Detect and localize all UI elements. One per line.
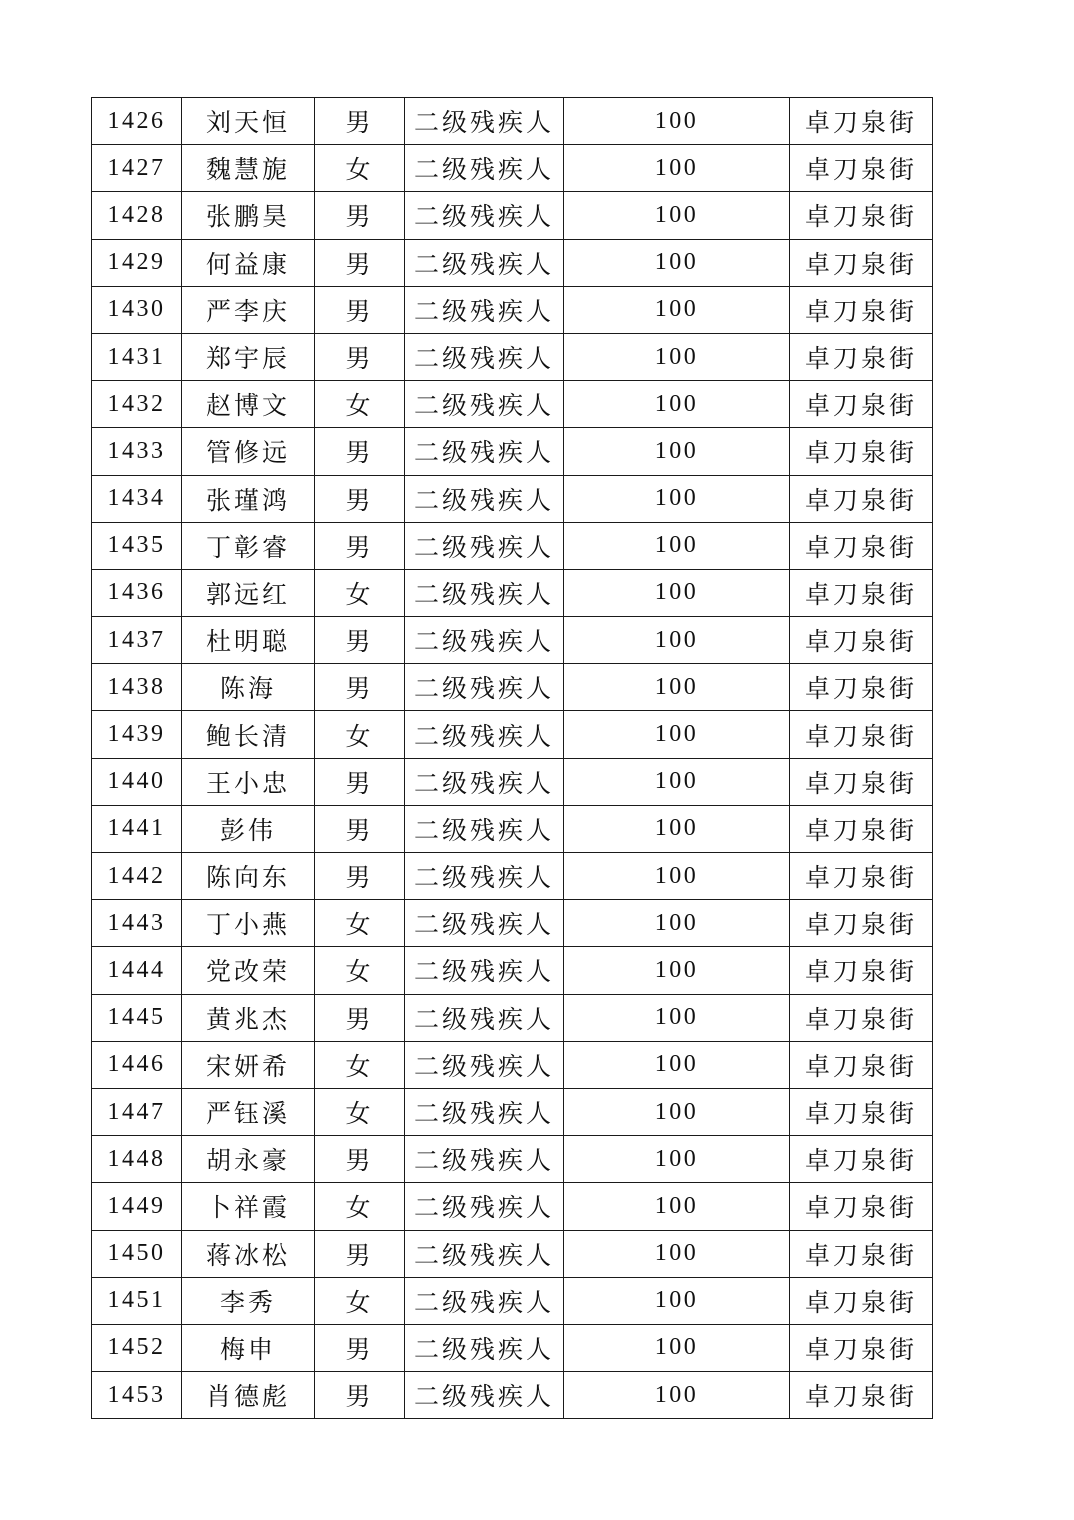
gender-cell: 男: [315, 664, 405, 711]
street-cell: 卓刀泉街: [790, 569, 933, 616]
name-cell: 杜明聪: [182, 617, 315, 664]
row-number-cell: 1442: [92, 853, 182, 900]
row-number-cell: 1438: [92, 664, 182, 711]
table-row: [92, 569, 933, 616]
table-row: [92, 428, 933, 475]
amount-cell: 100: [564, 1183, 790, 1230]
street-cell: 卓刀泉街: [790, 853, 933, 900]
table-row: [92, 98, 933, 145]
table-row: [92, 333, 933, 380]
table-row: [92, 994, 933, 1041]
gender-cell: 女: [315, 1183, 405, 1230]
gender-cell: 女: [315, 381, 405, 428]
amount-cell: 100: [564, 711, 790, 758]
gender-cell: 女: [315, 1088, 405, 1135]
street-cell: 卓刀泉街: [790, 664, 933, 711]
gender-cell: 男: [315, 1372, 405, 1419]
street-cell: 卓刀泉街: [790, 239, 933, 286]
amount-cell: 100: [564, 381, 790, 428]
gender-cell: 男: [315, 617, 405, 664]
disability-level-cell: 二级残疾人: [405, 664, 564, 711]
amount-cell: 100: [564, 98, 790, 145]
street-cell: 卓刀泉街: [790, 947, 933, 994]
disability-level-cell: 二级残疾人: [405, 947, 564, 994]
disability-level-cell: 二级残疾人: [405, 805, 564, 852]
disability-level-cell: 二级残疾人: [405, 522, 564, 569]
gender-cell: 男: [315, 286, 405, 333]
street-cell: 卓刀泉街: [790, 286, 933, 333]
roster-table: [91, 97, 933, 1419]
table-row: [92, 805, 933, 852]
name-cell: 王小忠: [182, 758, 315, 805]
gender-cell: 男: [315, 1136, 405, 1183]
disability-level-cell: 二级残疾人: [405, 98, 564, 145]
name-cell: 鲍长清: [182, 711, 315, 758]
roster-body: [92, 98, 933, 1419]
table-row: [92, 192, 933, 239]
disability-level-cell: 二级残疾人: [405, 1136, 564, 1183]
gender-cell: 男: [315, 1230, 405, 1277]
name-cell: 黄兆杰: [182, 994, 315, 1041]
table-row: [92, 758, 933, 805]
gender-cell: 男: [315, 475, 405, 522]
row-number-cell: 1451: [92, 1277, 182, 1324]
amount-cell: 100: [564, 1372, 790, 1419]
street-cell: 卓刀泉街: [790, 333, 933, 380]
table-row: [92, 617, 933, 664]
disability-level-cell: 二级残疾人: [405, 333, 564, 380]
name-cell: 党改荣: [182, 947, 315, 994]
table-row: [92, 1088, 933, 1135]
gender-cell: 男: [315, 805, 405, 852]
table-row: [92, 286, 933, 333]
amount-cell: 100: [564, 1136, 790, 1183]
street-cell: 卓刀泉街: [790, 192, 933, 239]
row-number-cell: 1430: [92, 286, 182, 333]
gender-cell: 男: [315, 239, 405, 286]
gender-cell: 女: [315, 1041, 405, 1088]
disability-level-cell: 二级残疾人: [405, 1277, 564, 1324]
row-number-cell: 1427: [92, 145, 182, 192]
gender-cell: 女: [315, 900, 405, 947]
name-cell: 肖德彪: [182, 1372, 315, 1419]
gender-cell: 男: [315, 994, 405, 1041]
street-cell: 卓刀泉街: [790, 805, 933, 852]
name-cell: 蒋冰松: [182, 1230, 315, 1277]
row-number-cell: 1449: [92, 1183, 182, 1230]
street-cell: 卓刀泉街: [790, 1136, 933, 1183]
name-cell: 管修远: [182, 428, 315, 475]
gender-cell: 女: [315, 711, 405, 758]
amount-cell: 100: [564, 1041, 790, 1088]
row-number-cell: 1437: [92, 617, 182, 664]
row-number-cell: 1440: [92, 758, 182, 805]
table-row: [92, 239, 933, 286]
name-cell: 陈海: [182, 664, 315, 711]
amount-cell: 100: [564, 805, 790, 852]
amount-cell: 100: [564, 853, 790, 900]
disability-level-cell: 二级残疾人: [405, 711, 564, 758]
gender-cell: 男: [315, 853, 405, 900]
row-number-cell: 1444: [92, 947, 182, 994]
street-cell: 卓刀泉街: [790, 758, 933, 805]
disability-level-cell: 二级残疾人: [405, 1230, 564, 1277]
row-number-cell: 1445: [92, 994, 182, 1041]
table-row: [92, 1230, 933, 1277]
disability-level-cell: 二级残疾人: [405, 1183, 564, 1230]
gender-cell: 男: [315, 333, 405, 380]
name-cell: 郭远红: [182, 569, 315, 616]
amount-cell: 100: [564, 900, 790, 947]
street-cell: 卓刀泉街: [790, 617, 933, 664]
row-number-cell: 1443: [92, 900, 182, 947]
disability-level-cell: 二级残疾人: [405, 475, 564, 522]
gender-cell: 男: [315, 98, 405, 145]
amount-cell: 100: [564, 664, 790, 711]
gender-cell: 男: [315, 522, 405, 569]
street-cell: 卓刀泉街: [790, 475, 933, 522]
amount-cell: 100: [564, 239, 790, 286]
disability-level-cell: 二级残疾人: [405, 286, 564, 333]
street-cell: 卓刀泉街: [790, 1183, 933, 1230]
amount-cell: 100: [564, 428, 790, 475]
row-number-cell: 1436: [92, 569, 182, 616]
name-cell: 彭伟: [182, 805, 315, 852]
street-cell: 卓刀泉街: [790, 1041, 933, 1088]
name-cell: 魏慧旎: [182, 145, 315, 192]
table-row: [92, 475, 933, 522]
name-cell: 胡永豪: [182, 1136, 315, 1183]
name-cell: 李秀: [182, 1277, 315, 1324]
name-cell: 严钰溪: [182, 1088, 315, 1135]
name-cell: 丁小燕: [182, 900, 315, 947]
gender-cell: 女: [315, 947, 405, 994]
amount-cell: 100: [564, 333, 790, 380]
row-number-cell: 1441: [92, 805, 182, 852]
name-cell: 张瑾鸿: [182, 475, 315, 522]
disability-level-cell: 二级残疾人: [405, 900, 564, 947]
row-number-cell: 1429: [92, 239, 182, 286]
table-row: [92, 947, 933, 994]
street-cell: 卓刀泉街: [790, 145, 933, 192]
name-cell: 严李庆: [182, 286, 315, 333]
table-row: [92, 1277, 933, 1324]
row-number-cell: 1435: [92, 522, 182, 569]
street-cell: 卓刀泉街: [790, 900, 933, 947]
name-cell: 郑宇辰: [182, 333, 315, 380]
name-cell: 刘天恒: [182, 98, 315, 145]
row-number-cell: 1447: [92, 1088, 182, 1135]
disability-level-cell: 二级残疾人: [405, 145, 564, 192]
table-row: [92, 522, 933, 569]
row-number-cell: 1453: [92, 1372, 182, 1419]
row-number-cell: 1431: [92, 333, 182, 380]
row-number-cell: 1448: [92, 1136, 182, 1183]
table-row: [92, 664, 933, 711]
gender-cell: 女: [315, 1277, 405, 1324]
disability-level-cell: 二级残疾人: [405, 1041, 564, 1088]
row-number-cell: 1446: [92, 1041, 182, 1088]
row-number-cell: 1434: [92, 475, 182, 522]
street-cell: 卓刀泉街: [790, 1088, 933, 1135]
name-cell: 赵博文: [182, 381, 315, 428]
street-cell: 卓刀泉街: [790, 1372, 933, 1419]
name-cell: 陈向东: [182, 853, 315, 900]
amount-cell: 100: [564, 286, 790, 333]
street-cell: 卓刀泉街: [790, 1230, 933, 1277]
gender-cell: 男: [315, 428, 405, 475]
street-cell: 卓刀泉街: [790, 1277, 933, 1324]
table-row: [92, 853, 933, 900]
row-number-cell: 1452: [92, 1324, 182, 1371]
disability-level-cell: 二级残疾人: [405, 853, 564, 900]
amount-cell: 100: [564, 522, 790, 569]
amount-cell: 100: [564, 1277, 790, 1324]
table-row: [92, 711, 933, 758]
name-cell: 卜祥霞: [182, 1183, 315, 1230]
disability-level-cell: 二级残疾人: [405, 617, 564, 664]
street-cell: 卓刀泉街: [790, 381, 933, 428]
amount-cell: 100: [564, 1230, 790, 1277]
disability-level-cell: 二级残疾人: [405, 239, 564, 286]
disability-level-cell: 二级残疾人: [405, 994, 564, 1041]
amount-cell: 100: [564, 617, 790, 664]
gender-cell: 女: [315, 145, 405, 192]
table-row: [92, 900, 933, 947]
amount-cell: 100: [564, 994, 790, 1041]
amount-cell: 100: [564, 1088, 790, 1135]
gender-cell: 男: [315, 1324, 405, 1371]
row-number-cell: 1433: [92, 428, 182, 475]
row-number-cell: 1450: [92, 1230, 182, 1277]
name-cell: 丁彰睿: [182, 522, 315, 569]
disability-level-cell: 二级残疾人: [405, 758, 564, 805]
disability-level-cell: 二级残疾人: [405, 192, 564, 239]
table-row: [92, 1041, 933, 1088]
street-cell: 卓刀泉街: [790, 98, 933, 145]
street-cell: 卓刀泉街: [790, 1324, 933, 1371]
street-cell: 卓刀泉街: [790, 711, 933, 758]
disability-level-cell: 二级残疾人: [405, 1372, 564, 1419]
amount-cell: 100: [564, 145, 790, 192]
amount-cell: 100: [564, 192, 790, 239]
disability-level-cell: 二级残疾人: [405, 428, 564, 475]
name-cell: 何益康: [182, 239, 315, 286]
street-cell: 卓刀泉街: [790, 428, 933, 475]
row-number-cell: 1426: [92, 98, 182, 145]
row-number-cell: 1439: [92, 711, 182, 758]
name-cell: 宋妍希: [182, 1041, 315, 1088]
disability-level-cell: 二级残疾人: [405, 1088, 564, 1135]
street-cell: 卓刀泉街: [790, 522, 933, 569]
amount-cell: 100: [564, 947, 790, 994]
table-row: [92, 145, 933, 192]
table-row: [92, 1183, 933, 1230]
name-cell: 张鹏昊: [182, 192, 315, 239]
disability-level-cell: 二级残疾人: [405, 1324, 564, 1371]
amount-cell: 100: [564, 569, 790, 616]
table-row: [92, 1324, 933, 1371]
disability-level-cell: 二级残疾人: [405, 569, 564, 616]
gender-cell: 男: [315, 758, 405, 805]
amount-cell: 100: [564, 475, 790, 522]
table-row: [92, 1372, 933, 1419]
gender-cell: 女: [315, 569, 405, 616]
name-cell: 梅申: [182, 1324, 315, 1371]
table-row: [92, 1136, 933, 1183]
gender-cell: 男: [315, 192, 405, 239]
disability-level-cell: 二级残疾人: [405, 381, 564, 428]
row-number-cell: 1428: [92, 192, 182, 239]
table-row: [92, 381, 933, 428]
amount-cell: 100: [564, 758, 790, 805]
row-number-cell: 1432: [92, 381, 182, 428]
amount-cell: 100: [564, 1324, 790, 1371]
street-cell: 卓刀泉街: [790, 994, 933, 1041]
